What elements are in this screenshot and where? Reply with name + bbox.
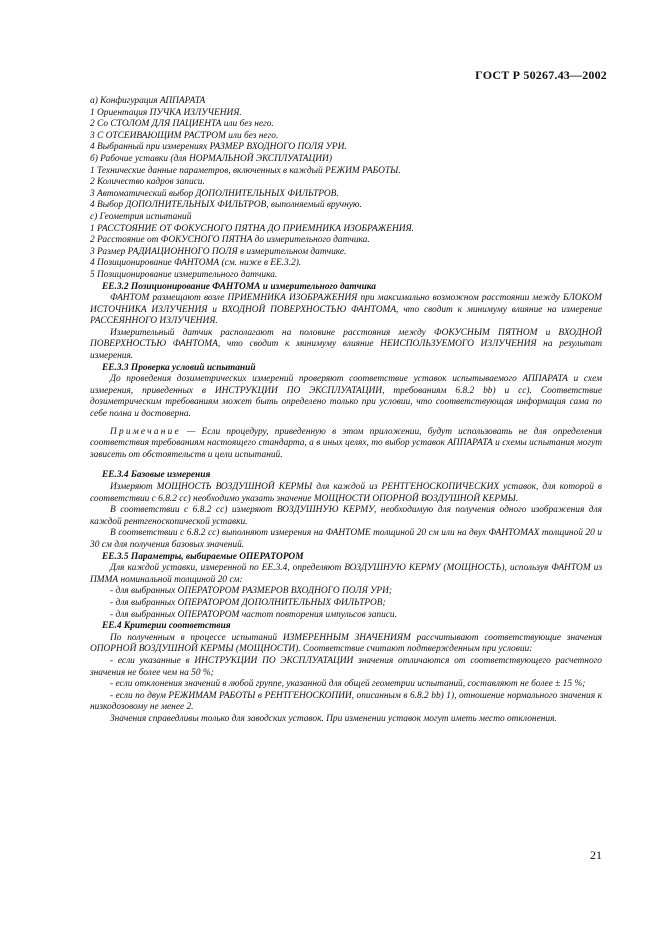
paragraph: Измеряют МОЩНОСТЬ ВОЗДУШНОЙ КЕРМЫ для каждой из РЕНТГЕНОСКОПИЧЕСКИХ уставок, для которой в соответствии с 6.8.2 сс) необходимо указать значение МОЩНОСТИ ОПОРНОЙ ВОЗДУШНОЙ КЕРМЫ. bbox=[90, 482, 602, 504]
paragraph: В соответствии с 6.8.2 сс) измеряют ВОЗДУШНУЮ КЕРМУ, необходимую для получения одного изображения для каждой рентгеноскопической уставки. bbox=[90, 505, 602, 527]
config-list bbox=[90, 96, 602, 282]
paragraph: В соответствии с 6.8.2 сс) выполняют измерения на ФАНТОМЕ толщиной 20 см или на двух ФАНТОМАХ толщиной 20 и 30 см для получения базовых значений. bbox=[90, 528, 602, 550]
document-body bbox=[90, 96, 602, 725]
list-item: - если по двум РЕЖИМАМ РАБОТЫ в РЕНТГЕНОСКОПИИ, описанным в 6.8.2 bb) 1), отношение нормального значения к низкодозовому не менее 2. bbox=[90, 690, 602, 713]
list-line: 2 Количество кадров записи. bbox=[90, 177, 205, 188]
list-line: 4 Позиционирование ФАНТОМА (см. ниже в ЕЕ.3.2). bbox=[90, 258, 302, 269]
paragraph: Для каждой уставки, измеренной по ЕЕ.3.4, определяют ВОЗДУШНУЮ КЕРМУ (МОЩНОСТЬ), используя ФАНТОМ из ПММА номинальной толщиной 20 см: bbox=[90, 563, 602, 585]
list-item: - для выбранных ОПЕРАТОРОМ ДОПОЛНИТЕЛЬНЫХ ФИЛЬТРОВ; bbox=[110, 597, 386, 608]
page-number: 21 bbox=[590, 848, 602, 862]
paragraph: До проведения дозиметрических измерений проверяют соответствие уставок испытываемого АППАРАТА и схем измерения, приведенных в ИНСТРУКЦИИ ПО ЭКСПЛУАТАЦИИ, требованиям 6.8.2 bb) и сс). Соответствие дозиметрическим требованиям может быть определено только при условии, что соответствующая информация сама по себе полна и достоверна. bbox=[90, 374, 602, 420]
standard-header: ГОСТ Р 50267.43—2002 bbox=[475, 68, 607, 82]
paragraph: ФАНТОМ размещают возле ПРИЕМНИКА ИЗОБРАЖЕНИЯ при максимально возможном расстоянии между БЛОКОМ ИСТОЧНИКА ИЗЛУЧЕНИЯ и ВХОДНОЙ ПОВЕРХНОСТЬЮ ФАНТОМА, что сводит к минимуму влияние на измерение РАССЕЯННОГО ИЗЛУЧЕНИЯ. bbox=[90, 293, 602, 327]
list-item: - если указанные в ИНСТРУКЦИИ ПО ЭКСПЛУАТАЦИИ значения отличаются от соответствующего расчетного значения не более чем на 50 %; bbox=[90, 655, 602, 678]
list-line: 1 Ориентация ПУЧКА ИЗЛУЧЕНИЯ. bbox=[90, 107, 242, 118]
section-heading-ee332: ЕЕ.3.2 Позиционирование ФАНТОМА и измерительного датчика bbox=[102, 281, 376, 292]
paragraph: По полученным в процессе испытаний ИЗМЕРЕННЫМ ЗНАЧЕНИЯМ рассчитывают соответствующие значения ОПОРНОЙ ВОЗДУШНОЙ КЕРМЫ (МОЩНОСТИ). Соответствие считают подтвержденным при условии: bbox=[90, 632, 602, 655]
list-line: 2 Со СТОЛОМ ДЛЯ ПАЦИЕНТА или без него. bbox=[90, 119, 274, 130]
list-item: - если отклонения значений в любой группе, указанной для общей геометрии испытаний, составляют не более ± 15 %; bbox=[110, 679, 586, 690]
paragraph: Измерительный датчик располагают на половине расстояния между ФОКУСНЫМ ПЯТНОМ и ВХОДНОЙ ПОВЕРХНОСТЬЮ ФАНТОМА, что сводит к минимуму влияние НЕИСПОЛЬЗУЕМОГО ИЗЛУЧЕНИЯ на результат измерения. bbox=[90, 327, 602, 362]
section-heading-ee335: ЕЕ.3.5 Параметры, выбираемые ОПЕРАТОРОМ bbox=[102, 551, 304, 562]
list-line: 4 Выбор ДОПОЛНИТЕЛЬНЫХ ФИЛЬТРОВ, выполняемый вручную. bbox=[90, 200, 362, 211]
note-text: — Если процедуру, приведенную в этом приложении, будут использовать не для определения соответствия требованиям настоящего стандарта, а в иных целях, то выбор уставок АППАРАТА и схемы испытания могут зависеть от обстоятельств и цели испытаний. bbox=[90, 426, 602, 460]
list-line: с) Геометрия испытаний bbox=[90, 211, 192, 222]
section-heading-ee4: ЕЕ.4 Критерии соответствия bbox=[102, 621, 231, 632]
list-line: 1 РАССТОЯНИЕ ОТ ФОКУСНОГО ПЯТНА ДО ПРИЕМНИКА ИЗОБРАЖЕНИЯ. bbox=[90, 223, 415, 234]
list-line: 3 Размер РАДИАЦИОННОГО ПОЛЯ в измерительном датчике. bbox=[90, 246, 347, 257]
list-line: 5 Позиционирование измерительного датчика. bbox=[90, 269, 278, 280]
list-line: 3 С ОТСЕИВАЮЩИМ РАСТРОМ или без него. bbox=[90, 130, 279, 141]
note-paragraph bbox=[90, 427, 602, 462]
list-item: - для выбранных ОПЕРАТОРОМ РАЗМЕРОВ ВХОДНОГО ПОЛЯ УРИ; bbox=[110, 586, 393, 597]
list-line: 3 Автоматический выбор ДОПОЛНИТЕЛЬНЫХ ФИЛЬТРОВ. bbox=[90, 188, 339, 199]
note-label: Примечание bbox=[110, 426, 181, 437]
list-line: а) Конфигурация АППАРАТА bbox=[90, 96, 206, 106]
section-heading-ee333: ЕЕ.3.3 Проверка условий испытаний bbox=[102, 362, 256, 373]
list-line: 1 Технические данные параметров, включенных в каждый РЕЖИМ РАБОТЫ. bbox=[90, 165, 401, 176]
list-line: б) Рабочие уставки (для НОРМАЛЬНОЙ ЭКСПЛУАТАЦИИ) bbox=[90, 153, 332, 164]
list-line: 2 Расстояние от ФОКУСНОГО ПЯТНА до измерительного датчика. bbox=[90, 235, 370, 246]
section-heading-ee334: ЕЕ.3.4 Базовые измерения bbox=[102, 470, 211, 481]
paragraph: Значения справедливы только для заводских уставок. При изменении уставок могут иметь место отклонения. bbox=[110, 713, 557, 724]
list-line: 4 Выбранный при измерениях РАЗМЕР ВХОДНОГО ПОЛЯ УРИ. bbox=[90, 142, 347, 153]
list-item: - для выбранных ОПЕРАТОРОМ частот повторения импульсов записи. bbox=[110, 609, 397, 620]
